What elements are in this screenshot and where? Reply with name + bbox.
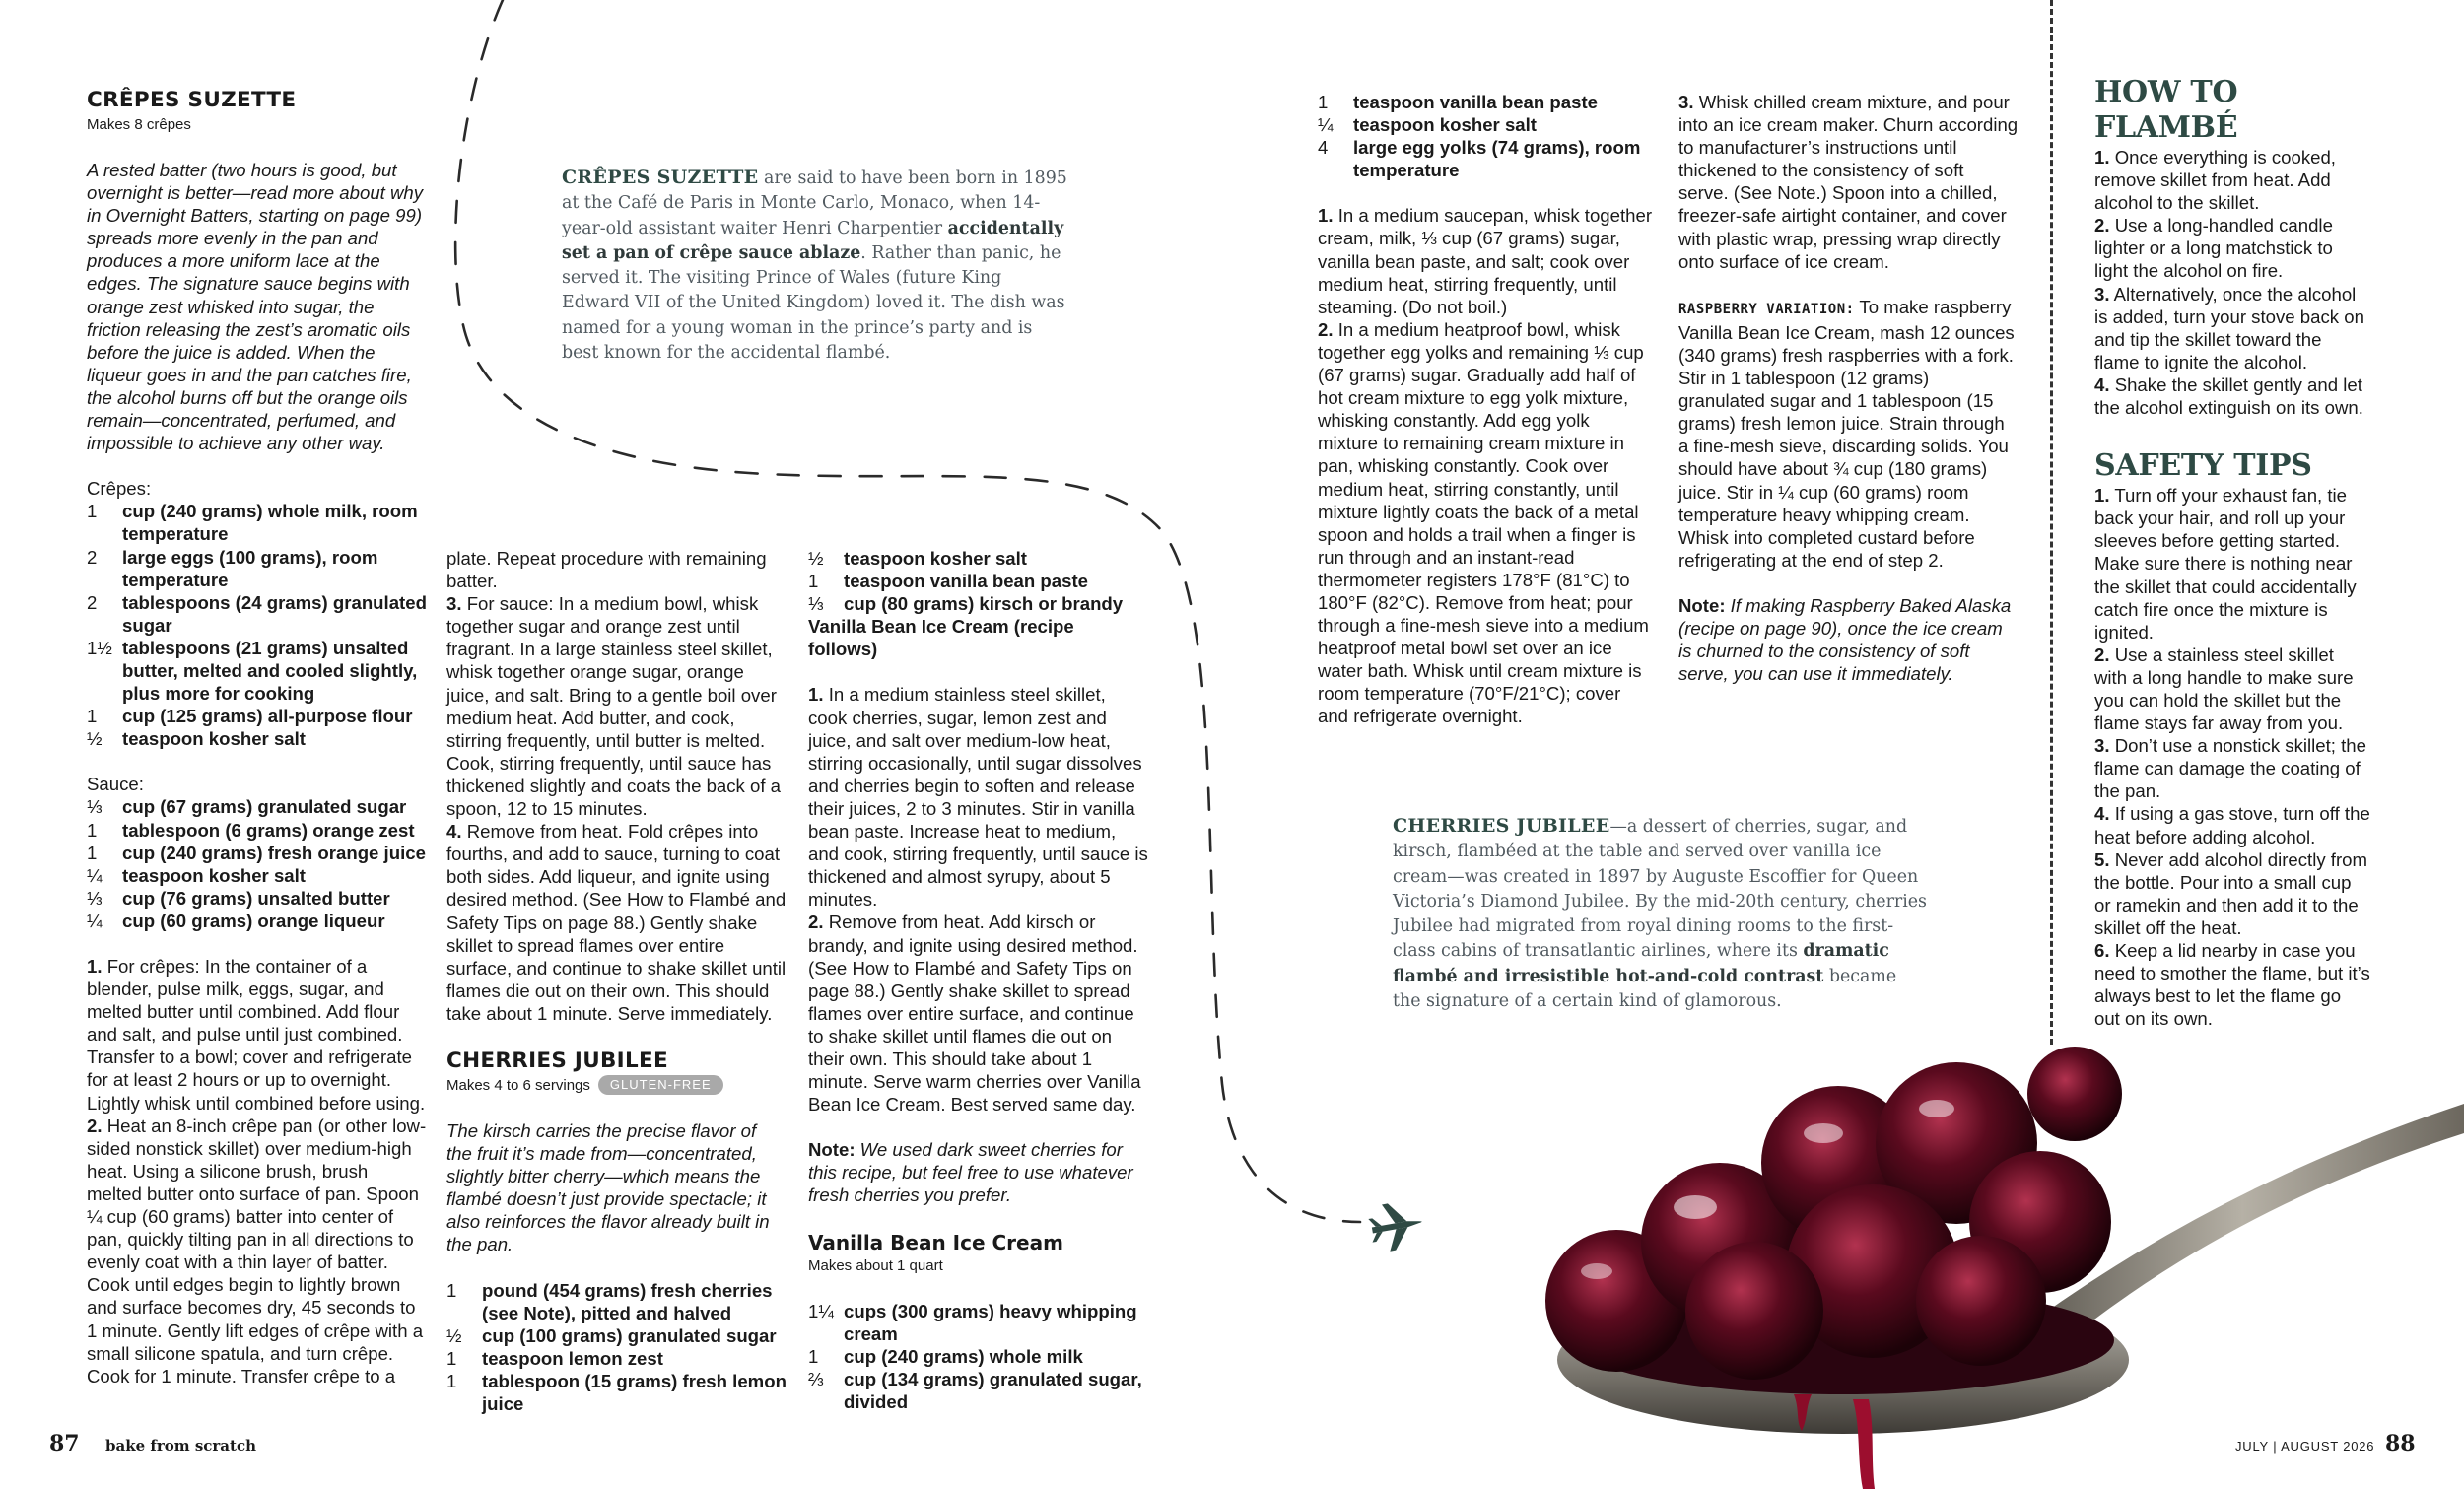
icecream-column-4	[1318, 91, 1653, 728]
right-issue: JULY | AUGUST 2026	[2235, 1439, 2375, 1454]
flambe-sidebar	[2094, 75, 2370, 1030]
crepes-yield: Makes 8 crêpes	[87, 116, 191, 133]
ingredient-item: 1 tablespoon (15 grams) fresh lemon juice	[446, 1370, 787, 1414]
cherries-step-1: 1. In a medium stainless steel skillet, cook cherries, sugar, lemon zest and juice, and salt over medium-low heat, stirring occasionally, until sugar dissolves and cherries begin to soften and release their juices, 2 to 3 minutes. Stir in vanilla bean paste. Increase heat to medium, and cook, stirring frequently, until sauce is thickened and almost syrupy, about 5 minutes.	[808, 684, 1148, 911]
crepes-step-1: 1. For crêpes: In the container of a blender, pulse milk, eggs, sugar, and melted butter until combined. Add flour and salt, and pulse until just combined. Transfer to a bowl; cover and refrigerate for at least 2 hours or up to overnight. Lightly whisk until combined before using.	[87, 956, 426, 1114]
cherries-ingredient-list-continued	[808, 547, 1148, 660]
icecream-title: Vanilla Bean Ice Cream	[808, 1230, 1063, 1254]
icecream-ingredient-list	[808, 1300, 1148, 1413]
ingredient-item: ⅓ cup (80 grams) kirsch or brandy	[808, 593, 1124, 615]
list-item: 5. Never add alcohol directly from the bottle. Pour into a small cup or ramekin and then add it to the skillet off the heat.	[2094, 848, 2367, 938]
ingredient-item: ⅓ cup (76 grams) unsalted butter	[87, 887, 390, 909]
cherries-ingredient-list	[446, 1279, 787, 1416]
icecream-column-5	[1678, 91, 2019, 685]
list-item: 4. If using a gas stove, turn off the heat before adding alcohol.	[2094, 803, 2370, 847]
crepes-history-callout: CRÊPES SUZETTE are said to have been born in 1895 at the Café de Paris in Monte Carlo, Monaco, when 14-year-old assistant waiter Henri Charpentier accidentally set a pan of crêpe sauce ablaze. Rather than panic, he served it. The visiting Prince of Wales (future King Edward VII of the United Kingdom) loved it. The dish was named for a young woman in the prince’s party and is best known for the accidental flambé.	[562, 167, 1067, 364]
icecream-note: Note: If making Raspberry Baked Alaska (recipe on page 90), once the ice cream is churned to the consistency of soft serve, you can use it immediately.	[1678, 594, 2012, 685]
list-item: 3. Don’t use a nonstick skillet; the flame can damage the coating of the pan.	[2094, 735, 2366, 802]
list-item: 2. Use a stainless steel skillet with a long handle to make sure you can hold the skillet but the flame stays far away from you.	[2094, 643, 2354, 734]
ingredient-item: ⅓ cup (67 grams) granulated sugar	[87, 796, 407, 818]
icecream-step-2: 2. In a medium heatproof bowl, whisk together egg yolks and remaining ⅓ cup (67 grams) sugar. Gradually add half of hot cream mixture to egg yolk mixture, whisking constantly. Add egg yolk mixture to remaining cream mixture in pan, whisking constantly. Cook over medium heat, stirring constantly, until mixture lightly coats the back of a metal spoon and holds a trail when a finger is run through and an instant-read thermometer registers 178°F (81°C) to 180°F (82°C). Remove from heat; pour through a fine-mesh sieve into a medium heatproof metal bowl set over an ice water bath. Whisk until cream mixture is room temperature (70°F/21°C); cover and refrigerate overnight.	[1318, 318, 1649, 727]
crepes-step-2-continued: plate. Repeat procedure with remaining batter.	[446, 548, 767, 592]
list-item: 6. Keep a lid nearby in case you need to smother the flame, but it’s always best to let the flame go out on its own.	[2094, 940, 2370, 1030]
ingredient-item: 1½ tablespoons (21 grams) unsalted butter, melted and cooled slightly, plus more for cooking	[87, 637, 418, 705]
list-item: 3. Alternatively, once the alcohol is added, turn your stove back on and tip the skillet toward the flame to ignite the alcohol.	[2094, 283, 2364, 372]
ingredient-item: 1 cup (125 grams) all-purpose flour	[87, 706, 413, 727]
list-item: 2. Use a long-handled candle lighter or a long matchstick to light the alcohol on fire.	[2094, 215, 2333, 282]
ingredient-item: 1 teaspoon lemon zest	[446, 1347, 663, 1369]
ingredient-item: 2 tablespoons (24 grams) granulated sugar	[87, 591, 427, 636]
safety-tips-title: SAFETY TIPS	[2094, 448, 2312, 484]
ingredient-item: 4 large egg yolks (74 grams), room temperature	[1318, 137, 1641, 181]
list-item: 1. Turn off your exhaust fan, tie back your hair, and roll up your sleeves before getting started. Make sure there is nothing near the skillet that could accidentally catch fire once the mixture is ignited.	[2094, 485, 2357, 643]
left-page-number: 87	[49, 1431, 80, 1456]
crepes-column-1	[87, 87, 427, 1387]
ingredient-item: 1 teaspoon vanilla bean paste	[1318, 92, 1598, 112]
ingredient-item: 1 cup (240 grams) fresh orange juice	[87, 842, 426, 863]
flambe-steps	[2094, 146, 2370, 419]
ingredient-item: 1 cup (240 grams) whole milk	[808, 1345, 1083, 1367]
ingredient-item: ¼ teaspoon kosher salt	[1318, 114, 1537, 136]
icecream-step-1: 1. In a medium saucepan, whisk together cream, milk, ⅓ cup (67 grams) sugar, vanilla bean paste, and salt; cook over medium heat, stirring frequently, until steaming. (Do not boil.)	[1318, 205, 1653, 317]
sidebar-divider	[2050, 0, 2053, 1045]
ingredient-item: 1 tablespoon (6 grams) orange zest	[87, 819, 415, 841]
crepes-step-3: 3. For sauce: In a medium bowl, whisk together sugar and orange zest until fragrant. In a large stainless steel skillet, whisk together orange sugar, orange juice, and salt. Bring to a gentle boil over medium heat. Add butter, and cook, stirring frequently, until butter is melted. Cook, stirring frequently, until sauce has thickened slightly and coats the back of a spoon, 12 to 15 minutes.	[446, 593, 782, 820]
cherries-title: CHERRIES JUBILEE	[446, 1048, 668, 1073]
icecream-step-3: 3. Whisk chilled cream mixture, and pour into an ice cream maker. Churn according to manufacturer’s instructions until thickened to the consistency of soft serve. (See Note.) Spoon into a chilled, freezer-safe airtight container, and cover with plastic wrap, pressing wrap directly onto surface of ice cream.	[1678, 92, 2019, 272]
safety-steps	[2094, 484, 2370, 1030]
ingredient-item: 1 cup (240 grams) whole milk, room temperature	[87, 501, 418, 545]
ingredient-item: 2 large eggs (100 grams), room temperature	[87, 546, 378, 590]
cherries-step-2: 2. Remove from heat. Add kirsch or brandy, and ignite using desired method. (See How to Flambé and Safety Tips on page 88.) Gently shake skillet to spread flames over entire surface, and continue to shake skillet until flames die out on their own. This should take about 1 minute. Serve warm cherries over Vanilla Bean Ice Cream. Best served same day.	[808, 912, 1141, 1116]
icecream-ingredient-list-continued	[1318, 91, 1653, 181]
crepes-ingredient-list	[87, 500, 427, 750]
list-item: 1. Once everything is cooked, remove skillet from heat. Add alcohol to the skillet.	[2094, 147, 2336, 214]
airplane-icon	[1366, 1198, 1426, 1253]
ingredient-item: ½ cup (100 grams) granulated sugar	[446, 1324, 777, 1346]
ingredient-item: ½ teaspoon kosher salt	[87, 728, 306, 750]
crepes-step-4: 4. Remove from heat. Fold crêpes into fourths, and add to sauce, turning to coat both sides. Add liqueur, and ignite using desired method. (See How to Flambé and Safety Tips on page 88.) Gently shake skillet to spread flames over entire surface, and continue to shake skillet until flames die out on their own. This should take about 1 minute. Serve immediately.	[446, 821, 787, 1024]
cherries-yield: Makes 4 to 6 servings	[446, 1076, 590, 1094]
right-page-number: 88	[2385, 1431, 2416, 1456]
ingredient-item: 1 pound (454 grams) fresh cherries (see Note), pitted and halved	[446, 1279, 773, 1323]
ingredient-item: ¼ teaspoon kosher salt	[87, 864, 306, 886]
raspberry-variation: RASPBERRY VARIATION: To make raspberry Vanilla Bean Ice Cream, mash 12 ounces (340 grams) fresh raspberries with a fork. Stir in 1 tablespoon (12 grams) granulated sugar and 1 tablespoon (15 grams) fresh lemon juice. Strain through a fine-mesh sieve, discarding solids. You should have about ¾ cup (180 grams) juice. Stir in ¼ cup (60 grams) room temperature heavy whipping cream. Whisk into completed custard before refrigerating at the end of step 2.	[1678, 296, 2015, 571]
crepes-column-2	[446, 547, 787, 1415]
gluten-free-badge: GLUTEN-FREE	[598, 1075, 723, 1095]
list-item: 4. Shake the skillet gently and let the alcohol extinguish on its own.	[2094, 373, 2363, 419]
sauce-ingredient-list	[87, 795, 427, 932]
ingredient-item: ⅔ cup (134 grams) granulated sugar, divided	[808, 1368, 1142, 1412]
sauce-label: Sauce:	[87, 774, 144, 795]
ingredient-item: 1 teaspoon vanilla bean paste	[808, 571, 1088, 592]
ingredient-item: ¼ cup (60 grams) orange liqueur	[87, 910, 385, 931]
cherries-intro: The kirsch carries the precise flavor of the fruit it’s made from—concentrated, slightly bitter cherry—which means the flambé doesn’t just provide spectacle; it also reinforces the flavor already built in the pan.	[446, 1119, 770, 1255]
left-brand: bake from scratch	[105, 1437, 256, 1455]
crepes-label: Crêpes:	[87, 478, 152, 500]
cherries-history-callout: CHERRIES JUBILEE—a dessert of cherries, sugar, and kirsch, flambéed at the table and served over vanilla ice cream—was created in 1897 by Auguste Escoffier for Queen Victoria’s Diamond Jubilee. By the mid-20th century, cherries Jubilee had migrated from royal dining rooms to the first-class cabins of transatlantic airlines, where its dramatic flambé and irresistible hot-and-cold contrast became the signature of a certain kind of glamorous.	[1393, 815, 1927, 1012]
icecream-yield: Makes about 1 quart	[808, 1256, 943, 1274]
crepes-step-2: 2. Heat an 8-inch crêpe pan (or other low-sided nonstick skillet) over medium-high heat. Using a silicone brush, brush melted butter onto surface of pan. Spoon ¼ cup (60 grams) batter into center of pan, quickly tilting pan in all directions to evenly coat with a thin layer of batter. Cook until edges begin to lightly brown and surface becomes dry, 45 seconds to 1 minute. Gently lift edges of crêpe with a small silicone spatula, and turn crêpe. Cook for 1 minute. Transfer crêpe to a	[87, 1115, 427, 1387]
crepes-intro: A rested batter (two hours is good, but overnight is better—read more about why in Overnight Batters, starting on page 99) spreads more evenly in the pan and produces a more uniform lace at the edges. The signature sauce begins with orange zest whisked into sugar, the friction releasing the zest’s aromatic oils before the juice is added. When the liqueur goes in and the pan catches fire, the alcohol burns off but the orange oils remain—concentrated, perfumed, and impossible to achieve any other way.	[87, 160, 424, 454]
cherries-column-3	[808, 547, 1148, 1413]
ingredient-item: 1¼ cups (300 grams) heavy whipping cream	[808, 1300, 1137, 1344]
crepes-title: CRÊPES SUZETTE	[87, 88, 297, 112]
how-to-flambe-title: HOW TO FLAMBÉ	[2094, 75, 2238, 145]
cherries-note: Note: We used dark sweet cherries for this recipe, but feel free to use whatever fresh cherries you prefer.	[808, 1139, 1133, 1206]
ingredient-item: Vanilla Bean Ice Cream (recipe follows)	[808, 616, 1074, 660]
cherries-on-spoon-photo	[1545, 1047, 2464, 1489]
ingredient-item: ½ teaspoon kosher salt	[808, 548, 1027, 569]
